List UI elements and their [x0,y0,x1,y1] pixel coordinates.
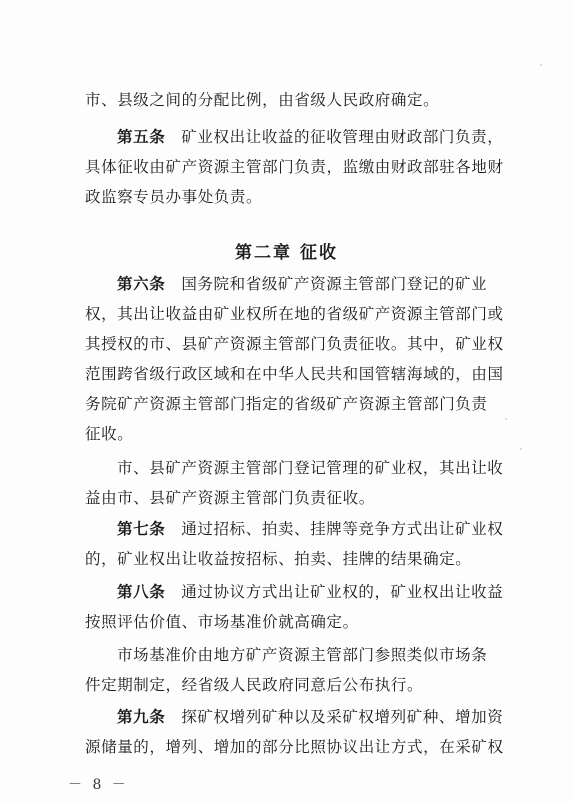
text-line: 征收。 [85,425,134,443]
text-line: 市、县矿产资源主管部门登记管理的矿业权，其出让收 [117,459,504,477]
article-label: 第九条 [117,708,166,726]
text-line: 件定期制定，经省级人民政府同意后公布执行。 [85,676,424,694]
scan-speck [520,448,522,450]
page-number: － 8 － [68,777,129,793]
text-line: 具体征收由矿产资源主管部门负责，监缴由财政部驻各地财 [85,158,504,176]
text-line: 市、县级之间的分配比例，由省级人民政府确定。 [85,91,440,109]
article-6-first-line: 第六条 国务院和省级矿产资源主管部门登记的矿业 [117,275,488,293]
article-8-first-line: 第八条 通过协议方式出让矿业权的，矿业权出让收益 [117,583,504,601]
article-9-first-line: 第九条 探矿权增列矿种以及采矿权增列矿种、增加资 [117,708,504,726]
text-line: 源储量的，增列、增加的部分比照协议出让方式，在采矿权 [85,738,504,756]
article-label: 第八条 [117,583,166,601]
article-label: 第六条 [117,275,166,293]
text-line: 益由市、县矿产资源主管部门负责征收。 [85,489,375,507]
article-7-first-line: 第七条 通过招标、拍卖、挂牌等竞争方式出让矿业权 [117,520,504,538]
text-line: 的，矿业权出让收益按招标、拍卖、挂牌的结果确定。 [85,550,472,568]
scan-speck [505,418,507,420]
text-line: 其授权的市、县矿产资源主管部门负责征收。其中，矿业权 [85,335,504,353]
chapter-heading: 第二章 征收 [235,243,338,263]
text-line: 务院矿产资源主管部门指定的省级矿产资源主管部门负责 [85,395,488,413]
text-line: 权，其出让收益由矿业权所在地的省级矿产资源主管部门或 [85,305,504,323]
article-label: 第五条 [117,128,166,146]
text-line: 按照评估价值、市场基准价就高确定。 [85,613,359,631]
article-5-first-line: 第五条 矿业权出让收益的征收管理由财政部门负责， [117,128,504,146]
article-label: 第七条 [117,520,166,538]
scan-speck [540,64,542,66]
text-line: 政监察专员办事处负责。 [85,188,263,206]
text-line: 市场基准价由地方矿产资源主管部门参照类似市场条 [117,646,488,664]
text-line: 范围跨省级行政区域和在中华人民共和国管辖海域的，由国 [85,365,504,383]
